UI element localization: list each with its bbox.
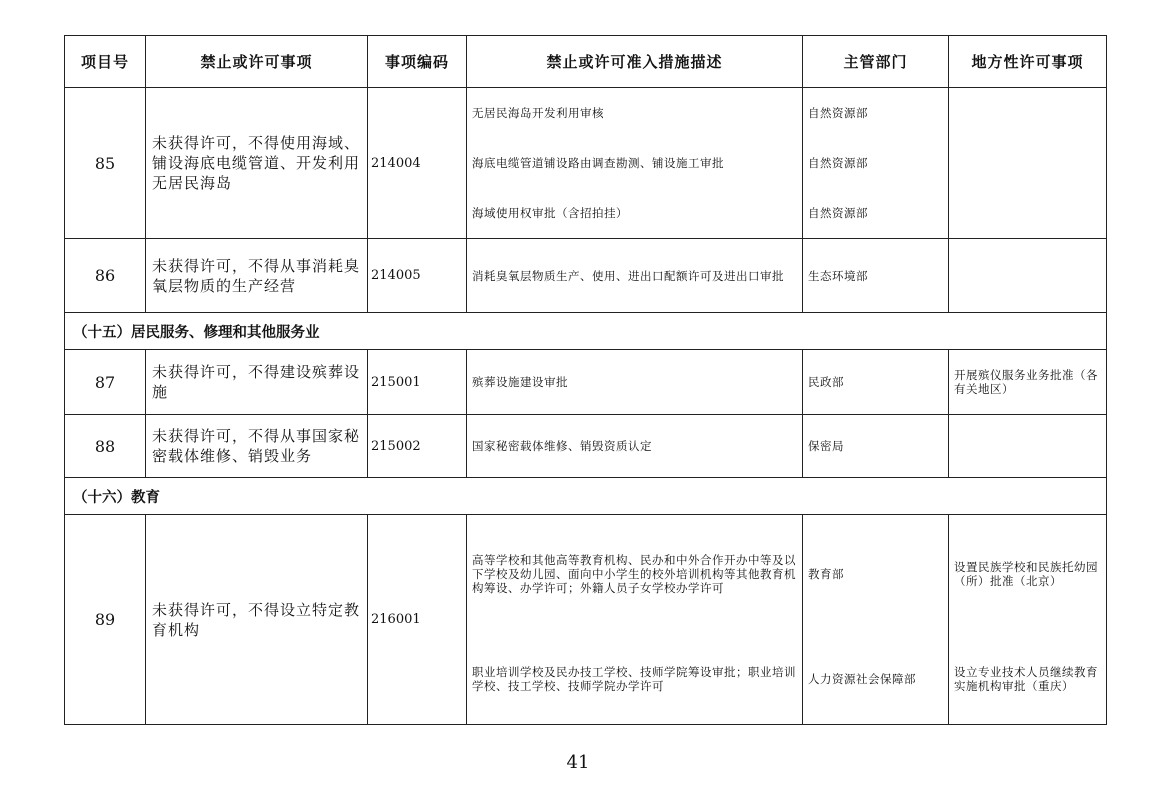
table-row <box>65 239 1107 313</box>
item-name: 未获得许可，不得设立特定教育机构 <box>146 515 368 725</box>
department: 民政部 <box>803 350 949 415</box>
item-name: 未获得许可，不得使用海域、铺设海底电缆管道、开发利用无居民海岛 <box>146 88 368 239</box>
department: 自然资源部 <box>803 188 949 239</box>
item-number: 87 <box>65 350 146 415</box>
description: 无居民海岛开发利用审核 <box>467 88 803 139</box>
local-permit: 设置民族学校和民族托幼园（所）批准（北京） <box>949 515 1107 634</box>
department: 人力资源社会保障部 <box>803 633 949 725</box>
description: 海域使用权审批（含招拍挂） <box>467 188 803 239</box>
local-permit <box>949 415 1107 478</box>
department: 生态环境部 <box>803 239 949 313</box>
local-permit: 设立专业技术人员继续教育实施机构审批（重庆） <box>949 633 1107 725</box>
header-department: 主管部门 <box>803 36 949 88</box>
item-code: 214004 <box>368 88 467 239</box>
section-title: （十六）教育 <box>65 478 1107 515</box>
page-number: 41 <box>566 752 590 773</box>
item-number: 88 <box>65 415 146 478</box>
local-permit <box>949 88 1107 239</box>
item-code: 215001 <box>368 350 467 415</box>
item-code: 215002 <box>368 415 467 478</box>
item-number: 86 <box>65 239 146 313</box>
department: 自然资源部 <box>803 138 949 188</box>
table-row <box>65 415 1107 478</box>
department: 教育部 <box>803 515 949 634</box>
table-row <box>65 515 1107 634</box>
header-item: 禁止或许可事项 <box>146 36 368 88</box>
description: 职业培训学校及民办技工学校、技师学院筹设审批；职业培训学校、技工学校、技师学院办学许可 <box>467 633 803 725</box>
description: 高等学校和其他高等教育机构、民办和中外合作开办中等及以下学校及幼儿园、面向中小学生的校外培训机构等其他教育机构筹设、办学许可；外籍人员子女学校办学许可 <box>467 515 803 634</box>
section-row <box>65 313 1107 350</box>
item-number: 85 <box>65 88 146 239</box>
table-row <box>65 350 1107 415</box>
section-row <box>65 478 1107 515</box>
description: 国家秘密载体维修、销毁资质认定 <box>467 415 803 478</box>
item-number: 89 <box>65 515 146 725</box>
header-local: 地方性许可事项 <box>949 36 1107 88</box>
local-permit <box>949 239 1107 313</box>
description: 消耗臭氧层物质生产、使用、进出口配额许可及进出口审批 <box>467 239 803 313</box>
item-name: 未获得许可，不得建设殡葬设施 <box>146 350 368 415</box>
permit-table <box>64 35 1107 725</box>
description: 海底电缆管道铺设路由调查勘测、铺设施工审批 <box>467 138 803 188</box>
header-row <box>65 36 1107 88</box>
department: 自然资源部 <box>803 88 949 139</box>
item-name: 未获得许可，不得从事消耗臭氧层物质的生产经营 <box>146 239 368 313</box>
header-code: 事项编码 <box>368 36 467 88</box>
header-item-no: 项目号 <box>65 36 146 88</box>
local-permit: 开展殡仪服务业务批准（各有关地区） <box>949 350 1107 415</box>
description: 殡葬设施建设审批 <box>467 350 803 415</box>
item-code: 216001 <box>368 515 467 725</box>
item-name: 未获得许可，不得从事国家秘密载体维修、销毁业务 <box>146 415 368 478</box>
department: 保密局 <box>803 415 949 478</box>
header-description: 禁止或许可准入措施描述 <box>467 36 803 88</box>
item-code: 214005 <box>368 239 467 313</box>
table-row <box>65 88 1107 139</box>
section-title: （十五）居民服务、修理和其他服务业 <box>65 313 1107 350</box>
